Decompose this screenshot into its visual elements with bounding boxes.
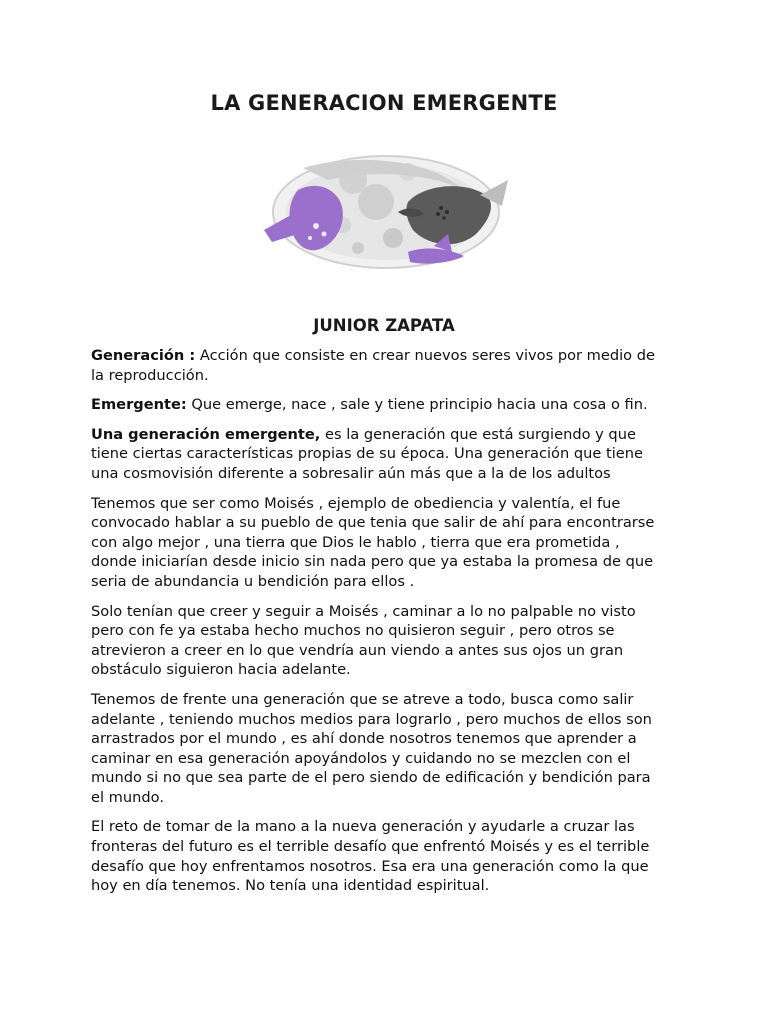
paragraph-line: atrevieron a creer en lo que vendría aun viendo a antes sus ojos un gran bbox=[91, 641, 624, 659]
term-generacion-emergente: Una generación emergente, bbox=[91, 425, 321, 443]
paragraph-line: con algo mejor , una tierra que Dios le hablo , tierra que era prometida , bbox=[91, 533, 620, 551]
paragraph-reto bbox=[91, 817, 691, 895]
fish-plate-illustration-icon bbox=[258, 150, 514, 272]
paragraph-line: desafío que hoy enfrentamos nosotros. Esa era una generación como la que bbox=[91, 857, 649, 875]
paragraph-line: hoy en día tenemos. No tenía una identidad espiritual. bbox=[91, 877, 490, 895]
paragraph-line: tiene ciertas características propias de su época. Una generación que tiene bbox=[91, 445, 643, 463]
paragraph-line: caminar en esa generación apoyándolos y cuidando no se mezclen con el bbox=[91, 749, 631, 767]
paragraph-line: Tenemos de frente una generación que se atreve a todo, busca como salir bbox=[91, 690, 634, 708]
paragraph-generacion-emergente bbox=[91, 425, 691, 484]
paragraph-line: mundo si no que sea parte de el pero siendo de edificación y bendición para bbox=[91, 769, 651, 787]
paragraph-line: pero con fe ya estaba hecho muchos no quisieron seguir , pero otros se bbox=[91, 622, 615, 640]
paragraph-line: Tenemos que ser como Moisés , ejemplo de obediencia y valentía, el fue bbox=[91, 494, 621, 512]
paragraph-line: obstáculo siguieron hacia adelante. bbox=[91, 661, 351, 679]
paragraph-line: El reto de tomar de la mano a la nueva generación y ayudarle a cruzar las bbox=[91, 818, 635, 836]
paragraph-line: una cosmovisión diferente a sobresalir aún más que a la de los adultos bbox=[91, 464, 611, 482]
paragraph-line: Solo tenían que creer y seguir a Moisés , caminar a lo no palpable no visto bbox=[91, 602, 636, 620]
paragraph-line: convocado hablar a su pueblo de que tenia que salir de ahí para encontrarse bbox=[91, 514, 655, 532]
paragraph-line: seria de abundancia u bendición para ellos . bbox=[91, 572, 415, 590]
paragraph-creer bbox=[91, 602, 691, 680]
paragraph-line: arrastrados por el mundo , es ahí donde nosotros tenemos que aprender a bbox=[91, 730, 637, 748]
paragraph-frente bbox=[91, 690, 691, 808]
paragraph-moises bbox=[91, 494, 691, 592]
paragraph-line: adelante , teniendo muchos medios para lograrlo , pero muchos de ellos son bbox=[91, 710, 652, 728]
paragraph-line: el mundo. bbox=[91, 788, 164, 806]
document-body bbox=[91, 346, 691, 906]
paragraph-line: es la generación que está surgiendo y que bbox=[320, 425, 636, 443]
paragraph-definition-emergente bbox=[91, 395, 691, 415]
paragraph-line: donde iniciarían desde inicio sin nada pero que ya estaba la promesa de que bbox=[91, 553, 654, 571]
paragraph-line: Que emerge, nace , sale y tiene principio hacia una cosa o fin. bbox=[186, 396, 648, 414]
paragraph-definition-generacion bbox=[91, 346, 691, 385]
document-author: JUNIOR ZAPATA bbox=[313, 316, 455, 335]
document-title: LA GENERACION EMERGENTE bbox=[210, 91, 558, 115]
paragraph-line: Acción que consiste en crear nuevos seres vivos por medio de bbox=[195, 347, 655, 364]
term-emergente: Emergente: bbox=[91, 396, 187, 414]
term-generacion: Generación : bbox=[91, 347, 196, 364]
paragraph-line: fronteras del futuro es el terrible desafío que enfrentó Moisés y es el terrible bbox=[91, 838, 650, 856]
paragraph-line: la reproducción. bbox=[91, 366, 209, 384]
